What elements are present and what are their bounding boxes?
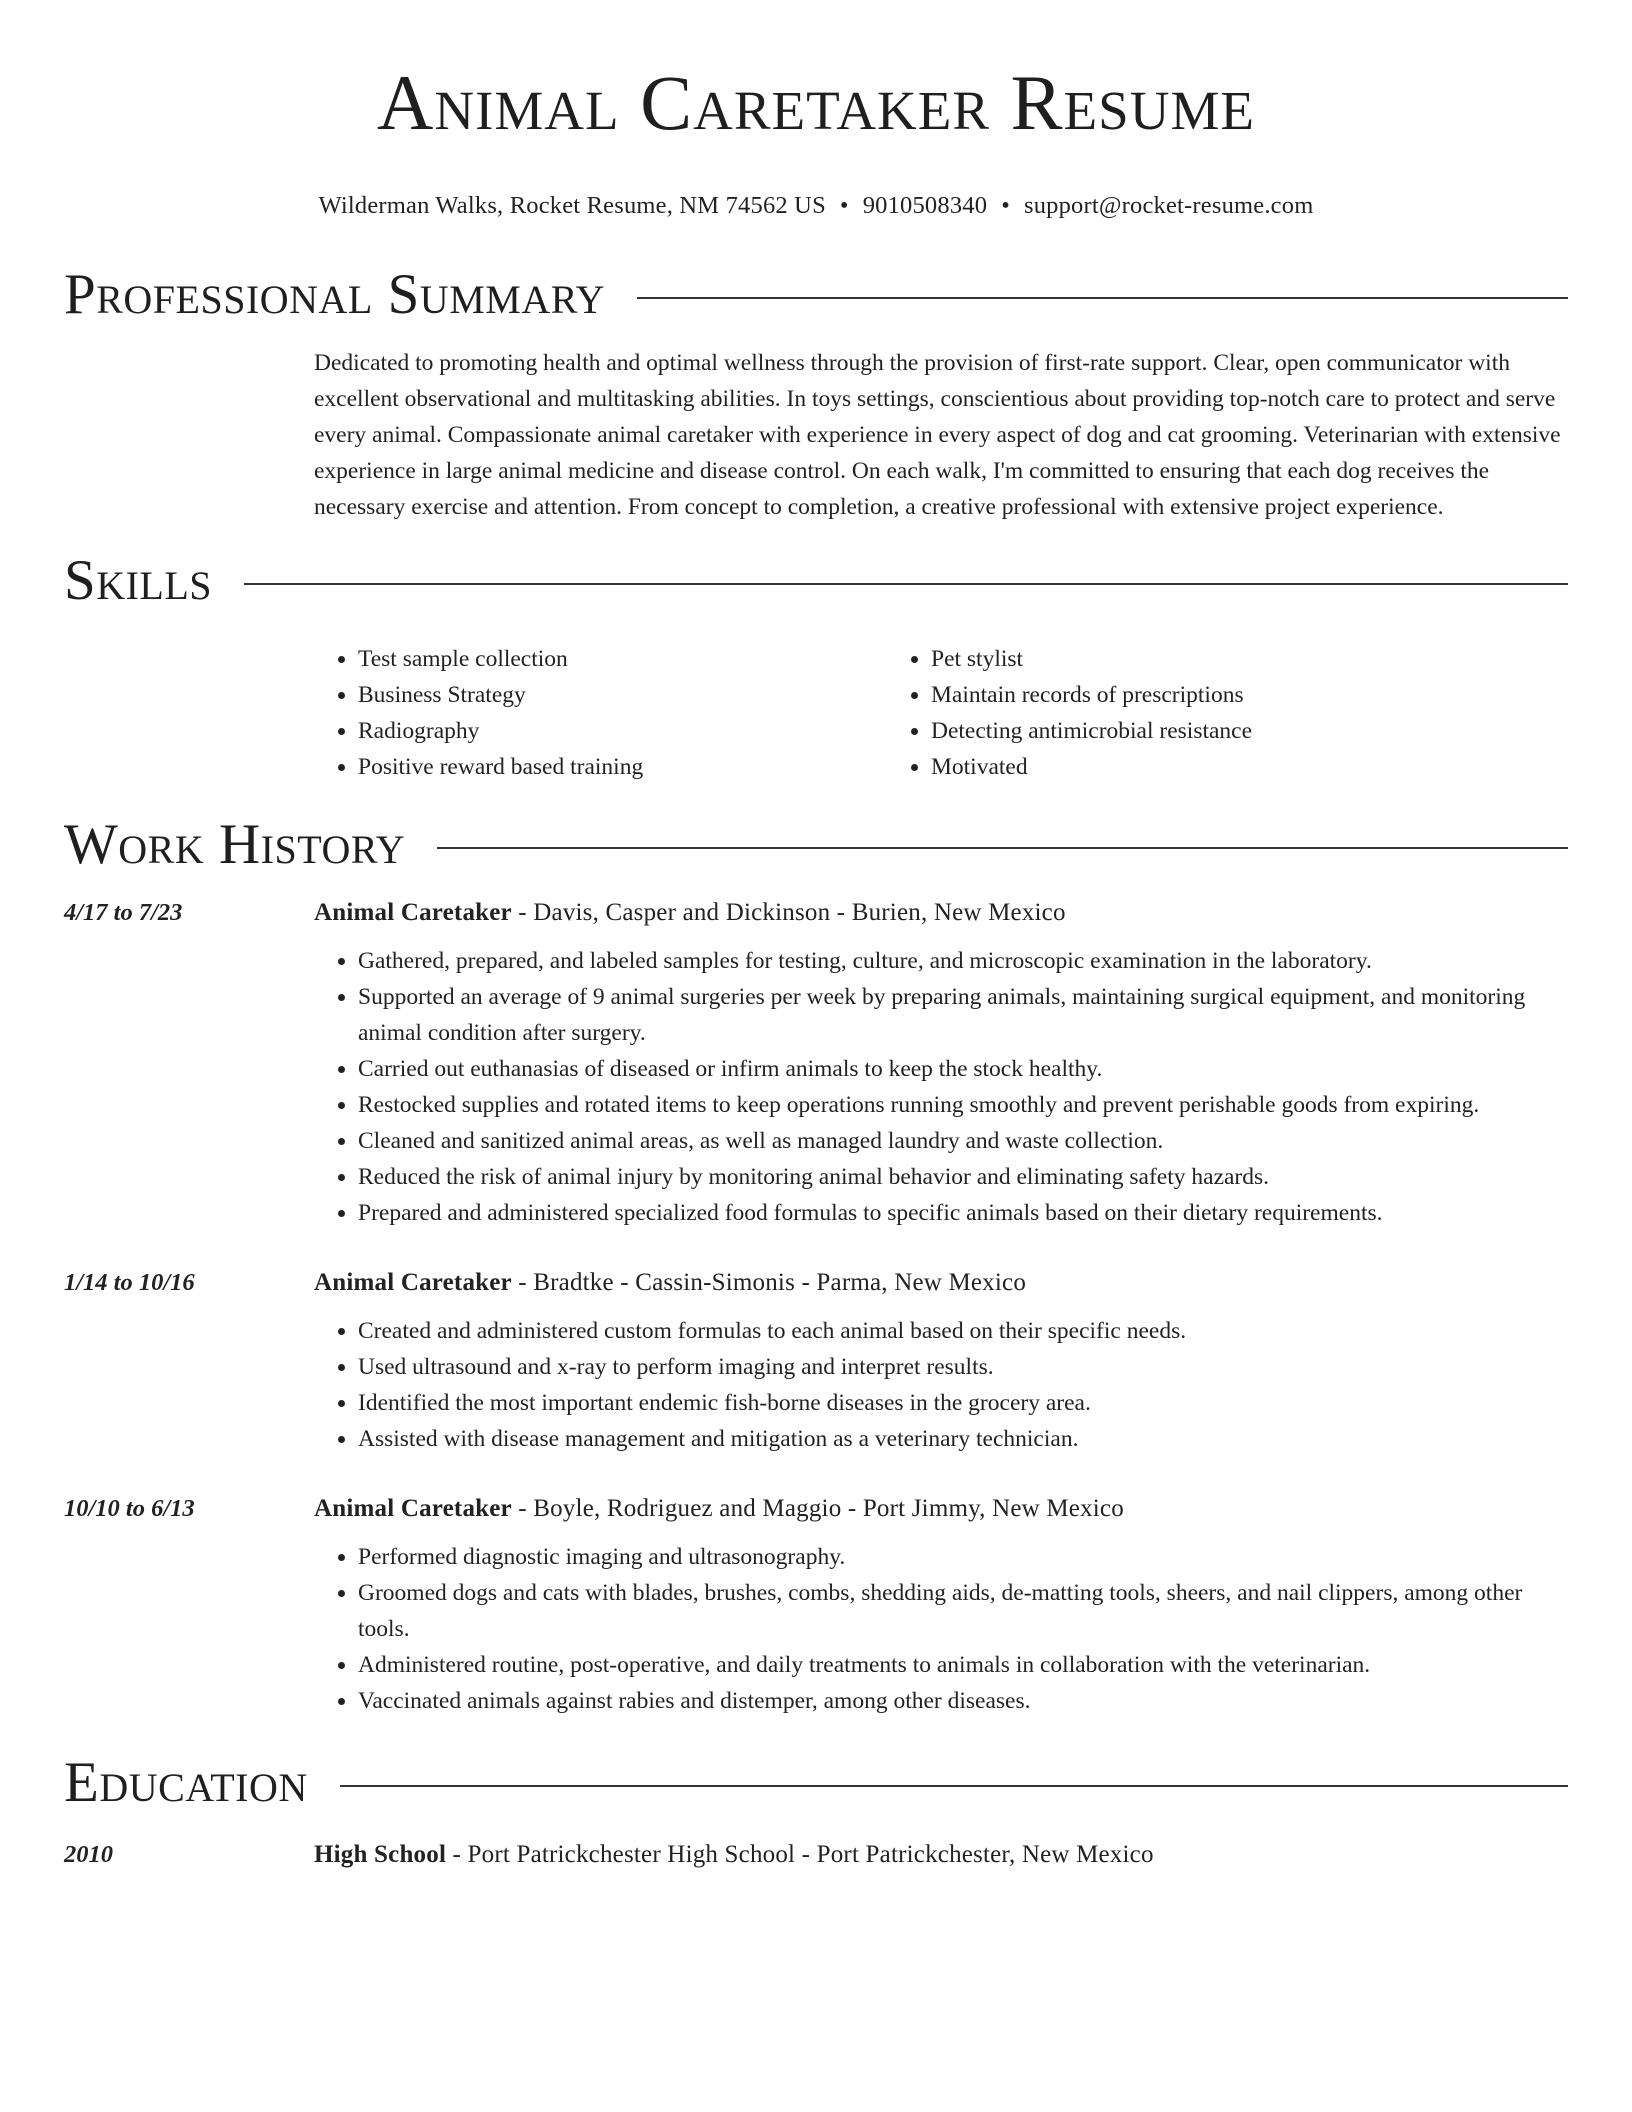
job-duty: • Restocked supplies and rotated items to keep operations running smoothly and prevent perishable goods from expiring. bbox=[358, 1087, 1568, 1123]
job-employer: - Bradtke - Cassin-Simonis - Parma, New Mexico bbox=[511, 1269, 1027, 1296]
skill-item: • Motivated bbox=[931, 749, 1568, 785]
contact-line bbox=[64, 191, 1568, 221]
job-heading bbox=[314, 897, 1568, 929]
skill-item: • Radiography bbox=[358, 713, 887, 749]
education-heading bbox=[314, 1839, 1154, 1871]
job-title: Animal Caretaker bbox=[314, 1495, 512, 1522]
section-header-education bbox=[64, 1753, 1568, 1813]
job-dates: 10/10 to 6/13 bbox=[64, 1495, 195, 1522]
skill-item: • Test sample collection bbox=[358, 641, 887, 677]
skills-column-right bbox=[887, 641, 1568, 785]
job-body bbox=[314, 897, 1568, 1231]
job-duty: • Cleaned and sanitized animal areas, as well as managed laundry and waste collection. bbox=[358, 1123, 1568, 1159]
job-duty: • Supported an average of 9 animal surgeries per week by preparing animals, maintaining surgical equipment, and monitoring animal condition after surgery. bbox=[358, 979, 1568, 1051]
skills-list bbox=[314, 641, 1568, 785]
job-heading bbox=[314, 1267, 1568, 1299]
job-dates: 4/17 to 7/23 bbox=[64, 899, 183, 926]
job-duty: • Vaccinated animals against rabies and distemper, among other diseases. bbox=[358, 1683, 1568, 1719]
separator: • bbox=[839, 192, 849, 219]
phone: 9010508340 bbox=[862, 192, 988, 219]
job-duty: • Groomed dogs and cats with blades, brushes, combs, shedding aids, de-matting tools, sheers, and nail clippers, among other tools. bbox=[358, 1575, 1568, 1647]
section-header-summary bbox=[64, 265, 1568, 325]
job-duties bbox=[314, 1313, 1568, 1457]
skill-item: • Positive reward based training bbox=[358, 749, 887, 785]
summary-text: Dedicated to promoting health and optimal wellness through the provision of first-rate support. Clear, open communicator with excellent observational and multitasking abilities. In toys settings, conscientious about providing top-notch care to protect and serve every animal. Compassionate animal caretaker with experience in every aspect of dog and cat grooming. Veterinarian with extensive experience in large animal medicine and disease control. On each walk, I'm committed to ensuring that each dog receives the necessary exercise and attention. From concept to completion, a creative professional with extensive project experience. bbox=[314, 350, 1561, 520]
job-employer: - Boyle, Rodriguez and Maggio - Port Jimmy, New Mexico bbox=[511, 1495, 1124, 1522]
section-title-skills: Skills bbox=[64, 549, 213, 612]
job-duty: • Prepared and administered specialized food formulas to specific animals based on their dietary requirements. bbox=[358, 1195, 1568, 1231]
job-duty: • Reduced the risk of animal injury by monitoring animal behavior and eliminating safety hazards. bbox=[358, 1159, 1568, 1195]
job-duty: • Assisted with disease management and mitigation as a veterinary technician. bbox=[358, 1421, 1568, 1457]
job-title: Animal Caretaker bbox=[314, 1269, 512, 1296]
job-entry bbox=[64, 1493, 1568, 1719]
skill-item: • Detecting antimicrobial resistance bbox=[931, 713, 1568, 749]
section-title-summary: Professional Summary bbox=[64, 263, 606, 326]
skill-item: • Maintain records of prescriptions bbox=[931, 677, 1568, 713]
section-rule bbox=[637, 297, 1568, 299]
section-title-education: Education bbox=[64, 1751, 308, 1814]
resume-title: Animal Caretaker Resume bbox=[377, 59, 1255, 146]
section-rule bbox=[340, 1785, 1568, 1787]
skill-item: • Business Strategy bbox=[358, 677, 887, 713]
job-dates: 1/14 to 10/16 bbox=[64, 1269, 195, 1296]
address: Wilderman Walks, Rocket Resume, NM 74562 US bbox=[318, 192, 826, 219]
job-duty: • Gathered, prepared, and labeled samples for testing, culture, and microscopic examination in the laboratory. bbox=[358, 943, 1568, 979]
job-body bbox=[314, 1493, 1568, 1719]
section-rule bbox=[244, 583, 1568, 585]
section-header-skills bbox=[64, 551, 1568, 611]
job-duties bbox=[314, 943, 1568, 1231]
job-duty: • Created and administered custom formulas to each animal based on their specific needs. bbox=[358, 1313, 1568, 1349]
job-title: Animal Caretaker bbox=[314, 899, 512, 926]
job-duties bbox=[314, 1539, 1568, 1719]
job-employer: - Davis, Casper and Dickinson - Burien, New Mexico bbox=[511, 899, 1066, 926]
education-entry bbox=[64, 1839, 1568, 1871]
email: support@rocket-resume.com bbox=[1023, 192, 1314, 219]
job-duty: • Used ultrasound and x-ray to perform imaging and interpret results. bbox=[358, 1349, 1568, 1385]
section-header-work bbox=[64, 815, 1568, 875]
education-degree: High School bbox=[314, 1841, 447, 1868]
job-entry bbox=[64, 1267, 1568, 1457]
job-entry bbox=[64, 897, 1568, 1231]
section-rule bbox=[437, 847, 1568, 849]
job-heading bbox=[314, 1493, 1568, 1525]
education-school: - Port Patrickchester High School - Port Patrickchester, New Mexico bbox=[446, 1841, 1154, 1868]
skill-item: • Pet stylist bbox=[931, 641, 1568, 677]
job-body bbox=[314, 1267, 1568, 1457]
education-year: 2010 bbox=[64, 1841, 113, 1868]
separator: • bbox=[1001, 192, 1010, 219]
skills-column-left bbox=[314, 641, 887, 785]
job-duty: • Administered routine, post-operative, and daily treatments to animals in collaboration with the veterinarian. bbox=[358, 1647, 1568, 1683]
section-title-work: Work History bbox=[64, 813, 406, 876]
job-duty: • Carried out euthanasias of diseased or infirm animals to keep the stock healthy. bbox=[358, 1051, 1568, 1087]
job-duty: • Identified the most important endemic fish-borne diseases in the grocery area. bbox=[358, 1385, 1568, 1421]
job-duty: • Performed diagnostic imaging and ultrasonography. bbox=[358, 1539, 1568, 1575]
